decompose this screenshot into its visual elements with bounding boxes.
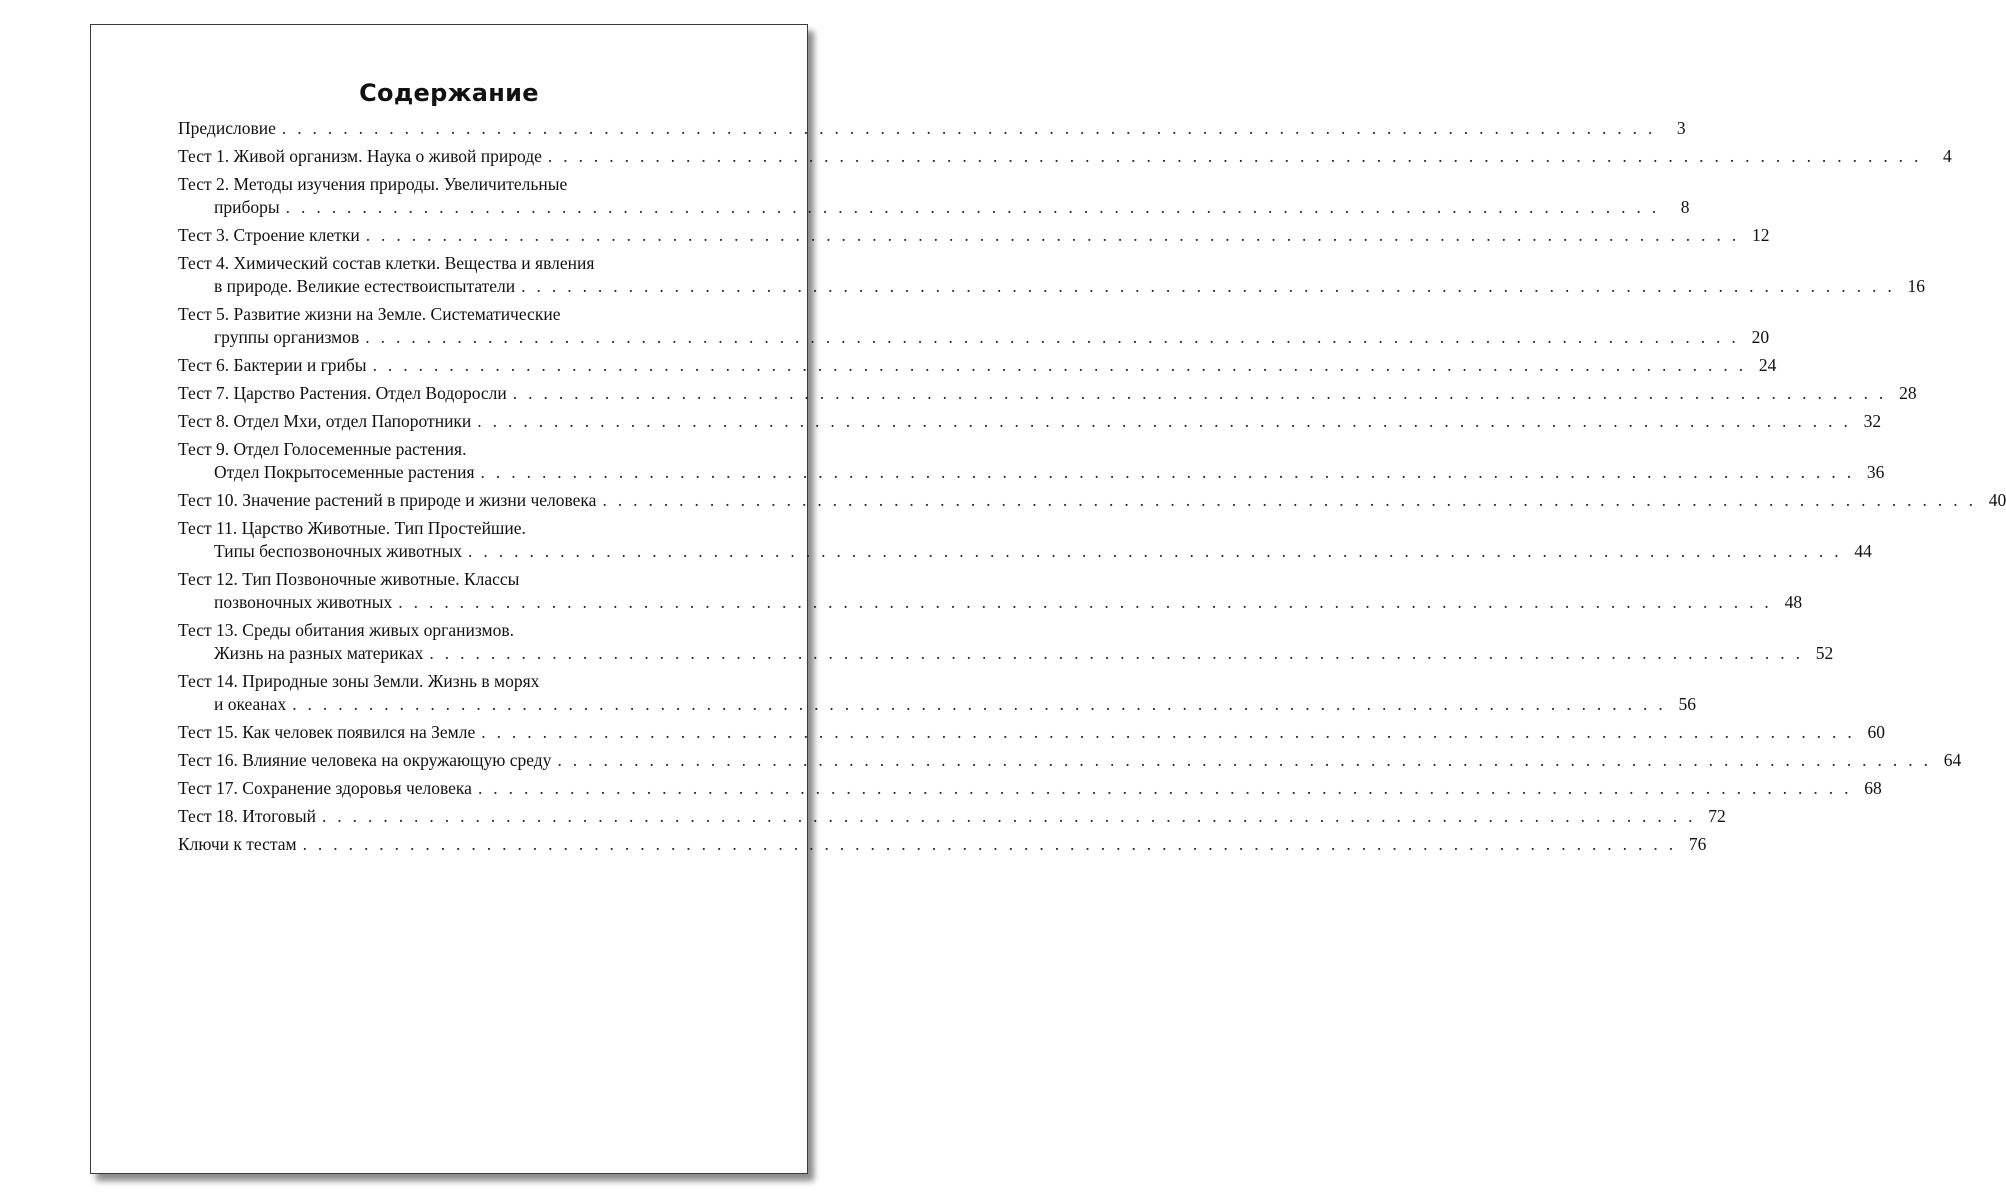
toc-entry xyxy=(178,224,1770,247)
toc-page-number: 16 xyxy=(1907,276,1925,296)
toc-page-number: 68 xyxy=(1864,778,1882,798)
toc-entry xyxy=(178,252,1925,298)
dot-leader: . . . . . . . . . . . . . . . . . . . . . . . . . . . . . . . . . . . . . . . . . . . . . . . . . . . . . . . . . . . . . . . . . . . . . . . . . . . . . . . . . . . . . . . . . . xyxy=(321,806,1696,826)
toc-entry-title: Тест 6. Бактерии и грибы xyxy=(178,355,367,375)
toc-entry-title: Тест 18. Итоговый xyxy=(178,806,316,826)
toc-entry-title: Тест 7. Царство Растения. Отдел Водоросли xyxy=(178,383,507,403)
dot-leader: . . . . . . . . . . . . . . . . . . . . . . . . . . . . . . . . . . . . . . . . . . . . . . . . . . . . . . . . . . . . . . . . . . . . . . . . . . . . . . . . . . . . . . . . . . xyxy=(557,750,1932,770)
toc-entry-line xyxy=(178,275,1925,298)
toc-page-number: 3 xyxy=(1676,118,1686,138)
toc-entry xyxy=(178,117,1686,140)
toc-entry xyxy=(178,721,1886,744)
toc-entry xyxy=(178,382,1917,405)
dot-leader: . . . . . . . . . . . . . . . . . . . . . . . . . . . . . . . . . . . . . . . . . . . . . . . . . . . . . . . . . . . . . . . . . . . . . . . . . . . . . . . . . . . . . . . . . . xyxy=(477,778,1852,798)
dot-leader: . . . . . . . . . . . . . . . . . . . . . . . . . . . . . . . . . . . . . . . . . . . . . . . . . . . . . . . . . . . . . . . . . . . . . . . . . . . . . . . . . . . . . . . . . . xyxy=(365,327,1740,347)
dot-leader: . . . . . . . . . . . . . . . . . . . . . . . . . . . . . . . . . . . . . . . . . . . . . . . . . . . . . . . . . . . . . . . . . . . . . . . . . . . . . . . . . . . . . . . . . . xyxy=(480,462,1855,482)
toc-page-number: 20 xyxy=(1751,327,1770,347)
toc-entry xyxy=(178,777,1882,800)
toc-entry-title: Тест 16. Влияние человека на окружающую среду xyxy=(178,750,552,770)
toc-page-number: 36 xyxy=(1866,462,1885,482)
dot-leader: . . . . . . . . . . . . . . . . . . . . . . . . . . . . . . . . . . . . . . . . . . . . . . . . . . . . . . . . . . . . . . . . . . . . . . . . . . . . . . . . . . . . . . . . . . xyxy=(281,118,1656,138)
toc-entry xyxy=(178,517,1872,563)
toc-page-number: 8 xyxy=(1680,197,1690,217)
toc-entry xyxy=(178,833,1707,856)
toc-entry-line xyxy=(178,749,1962,772)
toc-entry-title: Тест 3. Строение клетки xyxy=(178,225,360,245)
toc-entry-title: и океанах xyxy=(214,694,287,714)
toc-entry xyxy=(178,410,1882,433)
toc-page-number: 32 xyxy=(1863,411,1882,431)
toc-entry-title-line: Тест 13. Среды обитания живых организмов. xyxy=(178,620,514,640)
dot-leader: . . . . . . . . . . . . . . . . . . . . . . . . . . . . . . . . . . . . . . . . . . . . . . . . . . . . . . . . . . . . . . . . . . . . . . . . . . . . . . . . . . . . . . . . . . xyxy=(468,541,1842,561)
toc-entry-line xyxy=(178,489,2006,512)
toc-entry-line xyxy=(178,224,1770,247)
toc-entry xyxy=(178,489,2006,512)
dot-leader: . . . . . . . . . . . . . . . . . . . . . . . . . . . . . . . . . . . . . . . . . . . . . . . . . . . . . . . . . . . . . . . . . . . . . . . . . . . . . . . . . . . . . . . . . . xyxy=(292,694,1667,714)
toc-entry xyxy=(178,173,1690,219)
toc-entry-title: Ключи к тестам xyxy=(178,834,297,854)
dot-leader: . . . . . . . . . . . . . . . . . . . . . . . . . . . . . . . . . . . . . . . . . . . . . . . . . . . . . . . . . . . . . . . . . . . . . . . . . . . . . . . . . . . . . . . . . . xyxy=(398,592,1773,612)
toc-entry-title: Жизнь на разных материках xyxy=(214,643,424,663)
dot-leader: . . . . . . . . . . . . . . . . . . . . . . . . . . . . . . . . . . . . . . . . . . . . . . . . . . . . . . . . . . . . . . . . . . . . . . . . . . . . . . . . . . . . . . . . . . xyxy=(302,834,1677,854)
toc-entry-line xyxy=(178,410,1882,433)
toc-entry xyxy=(178,568,1803,614)
toc-entry-title-line: Тест 11. Царство Животные. Тип Простейшие. xyxy=(178,518,526,538)
toc-entry-title-line: Тест 5. Развитие жизни на Земле. Систематические xyxy=(178,304,561,324)
toc-entry-line xyxy=(178,642,1834,665)
toc-entry-title: группы организмов xyxy=(214,327,360,347)
toc-entry-title-line: Тест 2. Методы изучения природы. Увеличительные xyxy=(178,174,568,194)
toc-entry xyxy=(178,354,1777,377)
toc-page-number: 40 xyxy=(1988,490,2006,510)
toc-page-number: 60 xyxy=(1867,722,1886,742)
toc-entry xyxy=(178,749,1962,772)
toc-entry-title-line: Тест 14. Природные зоны Земли. Жизнь в морях xyxy=(178,671,540,691)
toc-entry xyxy=(178,805,1726,828)
toc-entry-line xyxy=(178,540,1872,563)
toc-page-number: 48 xyxy=(1784,592,1803,612)
toc-entry-line xyxy=(178,382,1917,405)
toc-entry-line xyxy=(178,721,1886,744)
toc-entry-title: Тест 1. Живой организм. Наука о живой природе xyxy=(178,146,542,166)
toc-entry xyxy=(178,619,1834,665)
toc-entry-title: Типы беспозвоночных животных xyxy=(214,541,463,561)
toc-entry-title: Тест 17. Сохранение здоровья человека xyxy=(178,778,472,798)
toc-page-number: 64 xyxy=(1943,750,1962,770)
toc-entry xyxy=(178,670,1697,716)
dot-leader: . . . . . . . . . . . . . . . . . . . . . . . . . . . . . . . . . . . . . . . . . . . . . . . . . . . . . . . . . . . . . . . . . . . . . . . . . . . . . . . . . . . . . . . . . . xyxy=(481,722,1856,742)
table-of-contents xyxy=(178,117,2006,861)
toc-page-number: 4 xyxy=(1942,146,1952,166)
toc-entry-line xyxy=(178,591,1803,614)
toc-page-number: 44 xyxy=(1854,541,1872,561)
dot-leader: . . . . . . . . . . . . . . . . . . . . . . . . . . . . . . . . . . . . . . . . . . . . . . . . . . . . . . . . . . . . . . . . . . . . . . . . . . . . . . . . . . . . . . . . . . xyxy=(547,146,1922,166)
toc-entry-line xyxy=(178,693,1697,716)
toc-entry-title: Тест 15. Как человек появился на Земле xyxy=(178,722,476,742)
toc-entry-line xyxy=(178,805,1726,828)
toc-entry xyxy=(178,303,1770,349)
toc-entry-line xyxy=(178,196,1690,219)
toc-page-number: 12 xyxy=(1752,225,1770,245)
dot-leader: . . . . . . . . . . . . . . . . . . . . . . . . . . . . . . . . . . . . . . . . . . . . . . . . . . . . . . . . . . . . . . . . . . . . . . . . . . . . . . . . . . . . . . . . . . xyxy=(602,490,1977,510)
toc-entry-line xyxy=(178,354,1777,377)
toc-page-number: 76 xyxy=(1688,834,1707,854)
dot-leader: . . . . . . . . . . . . . . . . . . . . . . . . . . . . . . . . . . . . . . . . . . . . . . . . . . . . . . . . . . . . . . . . . . . . . . . . . . . . . . . . . . . . . . . . . . xyxy=(477,411,1852,431)
toc-page-number: 72 xyxy=(1708,806,1726,826)
toc-entry-line xyxy=(178,117,1686,140)
toc-entry-title-line: Тест 12. Тип Позвоночные животные. Классы xyxy=(178,569,520,589)
book-page xyxy=(90,24,2006,1174)
toc-entry xyxy=(178,145,1952,168)
toc-entry-title: Предисловие xyxy=(178,118,276,138)
toc-entry-title: Тест 10. Значение растений в природе и жизни человека xyxy=(178,490,597,510)
dot-leader: . . . . . . . . . . . . . . . . . . . . . . . . . . . . . . . . . . . . . . . . . . . . . . . . . . . . . . . . . . . . . . . . . . . . . . . . . . . . . . . . . . . . . . . . . . xyxy=(372,355,1747,375)
dot-leader: . . . . . . . . . . . . . . . . . . . . . . . . . . . . . . . . . . . . . . . . . . . . . . . . . . . . . . . . . . . . . . . . . . . . . . . . . . . . . . . . . . . . . . . . . . xyxy=(285,197,1660,217)
toc-entry-title: позвоночных животных xyxy=(214,592,393,612)
toc-entry-line xyxy=(178,326,1770,349)
toc-page-number: 24 xyxy=(1758,355,1777,375)
toc-page-number: 52 xyxy=(1815,643,1834,663)
toc-entry-line xyxy=(178,461,1885,484)
toc-entry-title-line: Тест 4. Химический состав клетки. Вещества и явления xyxy=(178,253,595,273)
dot-leader: . . . . . . . . . . . . . . . . . . . . . . . . . . . . . . . . . . . . . . . . . . . . . . . . . . . . . . . . . . . . . . . . . . . . . . . . . . . . . . . . . . . . . . . . . . xyxy=(365,225,1740,245)
toc-page-number: 56 xyxy=(1678,694,1697,714)
dot-leader: . . . . . . . . . . . . . . . . . . . . . . . . . . . . . . . . . . . . . . . . . . . . . . . . . . . . . . . . . . . . . . . . . . . . . . . . . . . . . . . . . . . . . . . . . . xyxy=(521,276,1895,296)
toc-entry-title-line: Тест 9. Отдел Голосеменные растения. xyxy=(178,439,467,459)
toc-entry-title: Отдел Покрытосеменные растения xyxy=(214,462,475,482)
toc-entry-title: приборы xyxy=(214,197,280,217)
page-title: Содержание xyxy=(359,79,539,107)
toc-page-number: 28 xyxy=(1899,383,1917,403)
toc-entry-title: в природе. Великие естествоиспытатели xyxy=(214,276,516,296)
toc-entry xyxy=(178,438,1885,484)
dot-leader: . . . . . . . . . . . . . . . . . . . . . . . . . . . . . . . . . . . . . . . . . . . . . . . . . . . . . . . . . . . . . . . . . . . . . . . . . . . . . . . . . . . . . . . . . . xyxy=(512,383,1887,403)
toc-entry-line xyxy=(178,145,1952,168)
toc-entry-line xyxy=(178,777,1882,800)
toc-entry-line xyxy=(178,833,1707,856)
dot-leader: . . . . . . . . . . . . . . . . . . . . . . . . . . . . . . . . . . . . . . . . . . . . . . . . . . . . . . . . . . . . . . . . . . . . . . . . . . . . . . . . . . . . . . . . . . xyxy=(429,643,1804,663)
toc-entry-title: Тест 8. Отдел Мхи, отдел Папоротники xyxy=(178,411,472,431)
